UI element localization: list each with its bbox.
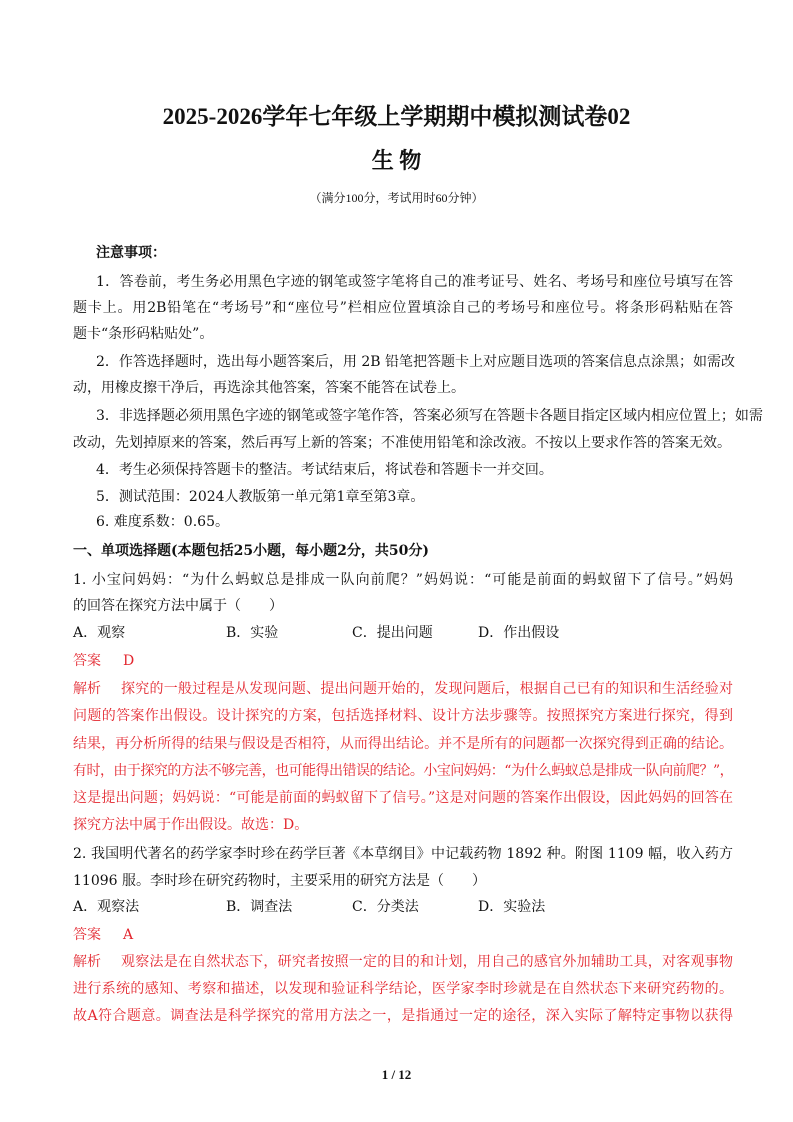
notice-line: 题卡“条形码粘贴处”。 bbox=[73, 326, 214, 342]
option-c: C．分类法 bbox=[352, 899, 419, 915]
option-a: A．观察法 bbox=[73, 899, 140, 915]
analysis-text: 结果，再分析所得的结果与假设是否相符，从而得出结论。并不是所有的问题都一次探究得到正确的结论。 bbox=[73, 736, 733, 752]
analysis-text: 观察法是在自然状态下，研究者按照一定的目的和计划，用自己的感官外加辅助工具，对客观事物 bbox=[121, 954, 733, 970]
question-stem: 的回答在探究方法中属于（ ） bbox=[73, 598, 283, 614]
notice-line: 改动，先划掉原来的答案，然后再写上新的答案；不准使用铅笔和涂改液。不按以上要求作答的答案无效。 bbox=[73, 435, 731, 451]
notice-heading: 注意事项： bbox=[96, 245, 166, 261]
analysis-text: 进行系统的感知、考察和描述，以发现和验证科学结论，医学家李时珍就是在自然状态下来研究药物的。 bbox=[73, 981, 733, 997]
answer-value: D bbox=[123, 653, 135, 669]
answer-line bbox=[73, 652, 733, 670]
notice-line: 4．考生必须保持答题卡的整洁。考试结束后，将试卷和答题卡一并交回。 bbox=[96, 462, 553, 478]
option-a: A．观察 bbox=[73, 625, 126, 641]
option-b: B．调查法 bbox=[226, 899, 293, 915]
notice-line: 6. 难度系数：0.65。 bbox=[96, 514, 229, 530]
question-stem: 2. 我国明代著名的药学家李时珍在药学巨著《本草纲目》中记载药物 1892 种。附图 1109 幅，收入药方 bbox=[73, 846, 733, 862]
subject-title: 生 物 bbox=[371, 148, 422, 173]
answer-line bbox=[73, 926, 733, 944]
notice-line: 1．答卷前，考生务必用黑色字迹的钢笔或签字笔将自己的准考证号、姓名、考场号和座位号填写在答 bbox=[96, 274, 733, 290]
option-b: B．实验 bbox=[226, 625, 279, 641]
option-d: D．作出假设 bbox=[478, 625, 560, 641]
notice-line: 5．测试范围：2024人教版第一单元第1章至第3章。 bbox=[96, 489, 425, 505]
analysis-text: 探究的一般过程是从发现问题、提出问题开始的，发现问题后，根据自己已有的知识和生活经验对 bbox=[121, 681, 733, 697]
option-c: C．提出问题 bbox=[352, 625, 433, 641]
notice-line: 3．非选择题必须用黑色字迹的钢笔或签字笔作答，答案必须写在答题卡各题目指定区域内相应位置上；如需 bbox=[96, 408, 763, 424]
notice-line: 题卡上。用2B铅笔在“考场号”和“座位号”栏相应位置填涂自己的考场号和座位号。将条形码粘贴在答 bbox=[73, 300, 733, 316]
exam-subtitle: （满分100分，考试用时60分钟） bbox=[309, 191, 484, 205]
analysis-text: 有时，由于探究的方法不够完善，也可能得出错误的结论。小宝问妈妈：“为什么蚂蚁总是排成一队向前爬？”， bbox=[73, 763, 733, 779]
analysis-label: 解析 bbox=[73, 681, 101, 697]
notice-line: 动，用橡皮擦干净后，再选涂其他答案，答案不能答在试卷上。 bbox=[73, 380, 465, 396]
analysis-text: 这是提出问题；妈妈说：“可能是前面的蚂蚁留下了信号。”这是对问题的答案作出假设，因此妈妈的回答在 bbox=[73, 790, 733, 806]
answer-label: 答案 bbox=[73, 653, 101, 669]
question-stem: 11096 服。李时珍在研究药物时，主要采用的研究方法是（ ） bbox=[73, 873, 486, 889]
section-heading: 一、单项选择题(本题包括25小题，每小题2分，共50分) bbox=[73, 543, 429, 559]
answer-value: A bbox=[123, 927, 134, 943]
analysis-label: 解析 bbox=[73, 954, 101, 970]
option-d: D．实验法 bbox=[478, 899, 546, 915]
analysis-text: 探究方法中属于作出假设。故选：D。 bbox=[73, 817, 309, 833]
exam-title: 2025-2026学年七年级上学期期中模拟测试卷02 bbox=[162, 104, 631, 129]
analysis-text: 故A符合题意。调查法是科学探究的常用方法之一，是指通过一定的途径，深入实际了解特定事物以获得 bbox=[73, 1008, 733, 1024]
notice-line: 2．作答选择题时，选出每小题答案后，用 2B 铅笔把答题卡上对应题目选项的答案信息点涂黑；如需改 bbox=[96, 354, 736, 370]
question-stem: 1. 小宝问妈妈：“为什么蚂蚁总是排成一队向前爬？”妈妈说：“可能是前面的蚂蚁留下了信号。”妈妈 bbox=[73, 572, 733, 588]
page-number: 1 / 12 bbox=[381, 1067, 412, 1082]
analysis-text: 问题的答案作出假设。设计探究的方案，包括选择材料、设计方法步骤等。按照探究方案进行探究，得到 bbox=[73, 708, 733, 724]
answer-label: 答案 bbox=[73, 927, 101, 943]
